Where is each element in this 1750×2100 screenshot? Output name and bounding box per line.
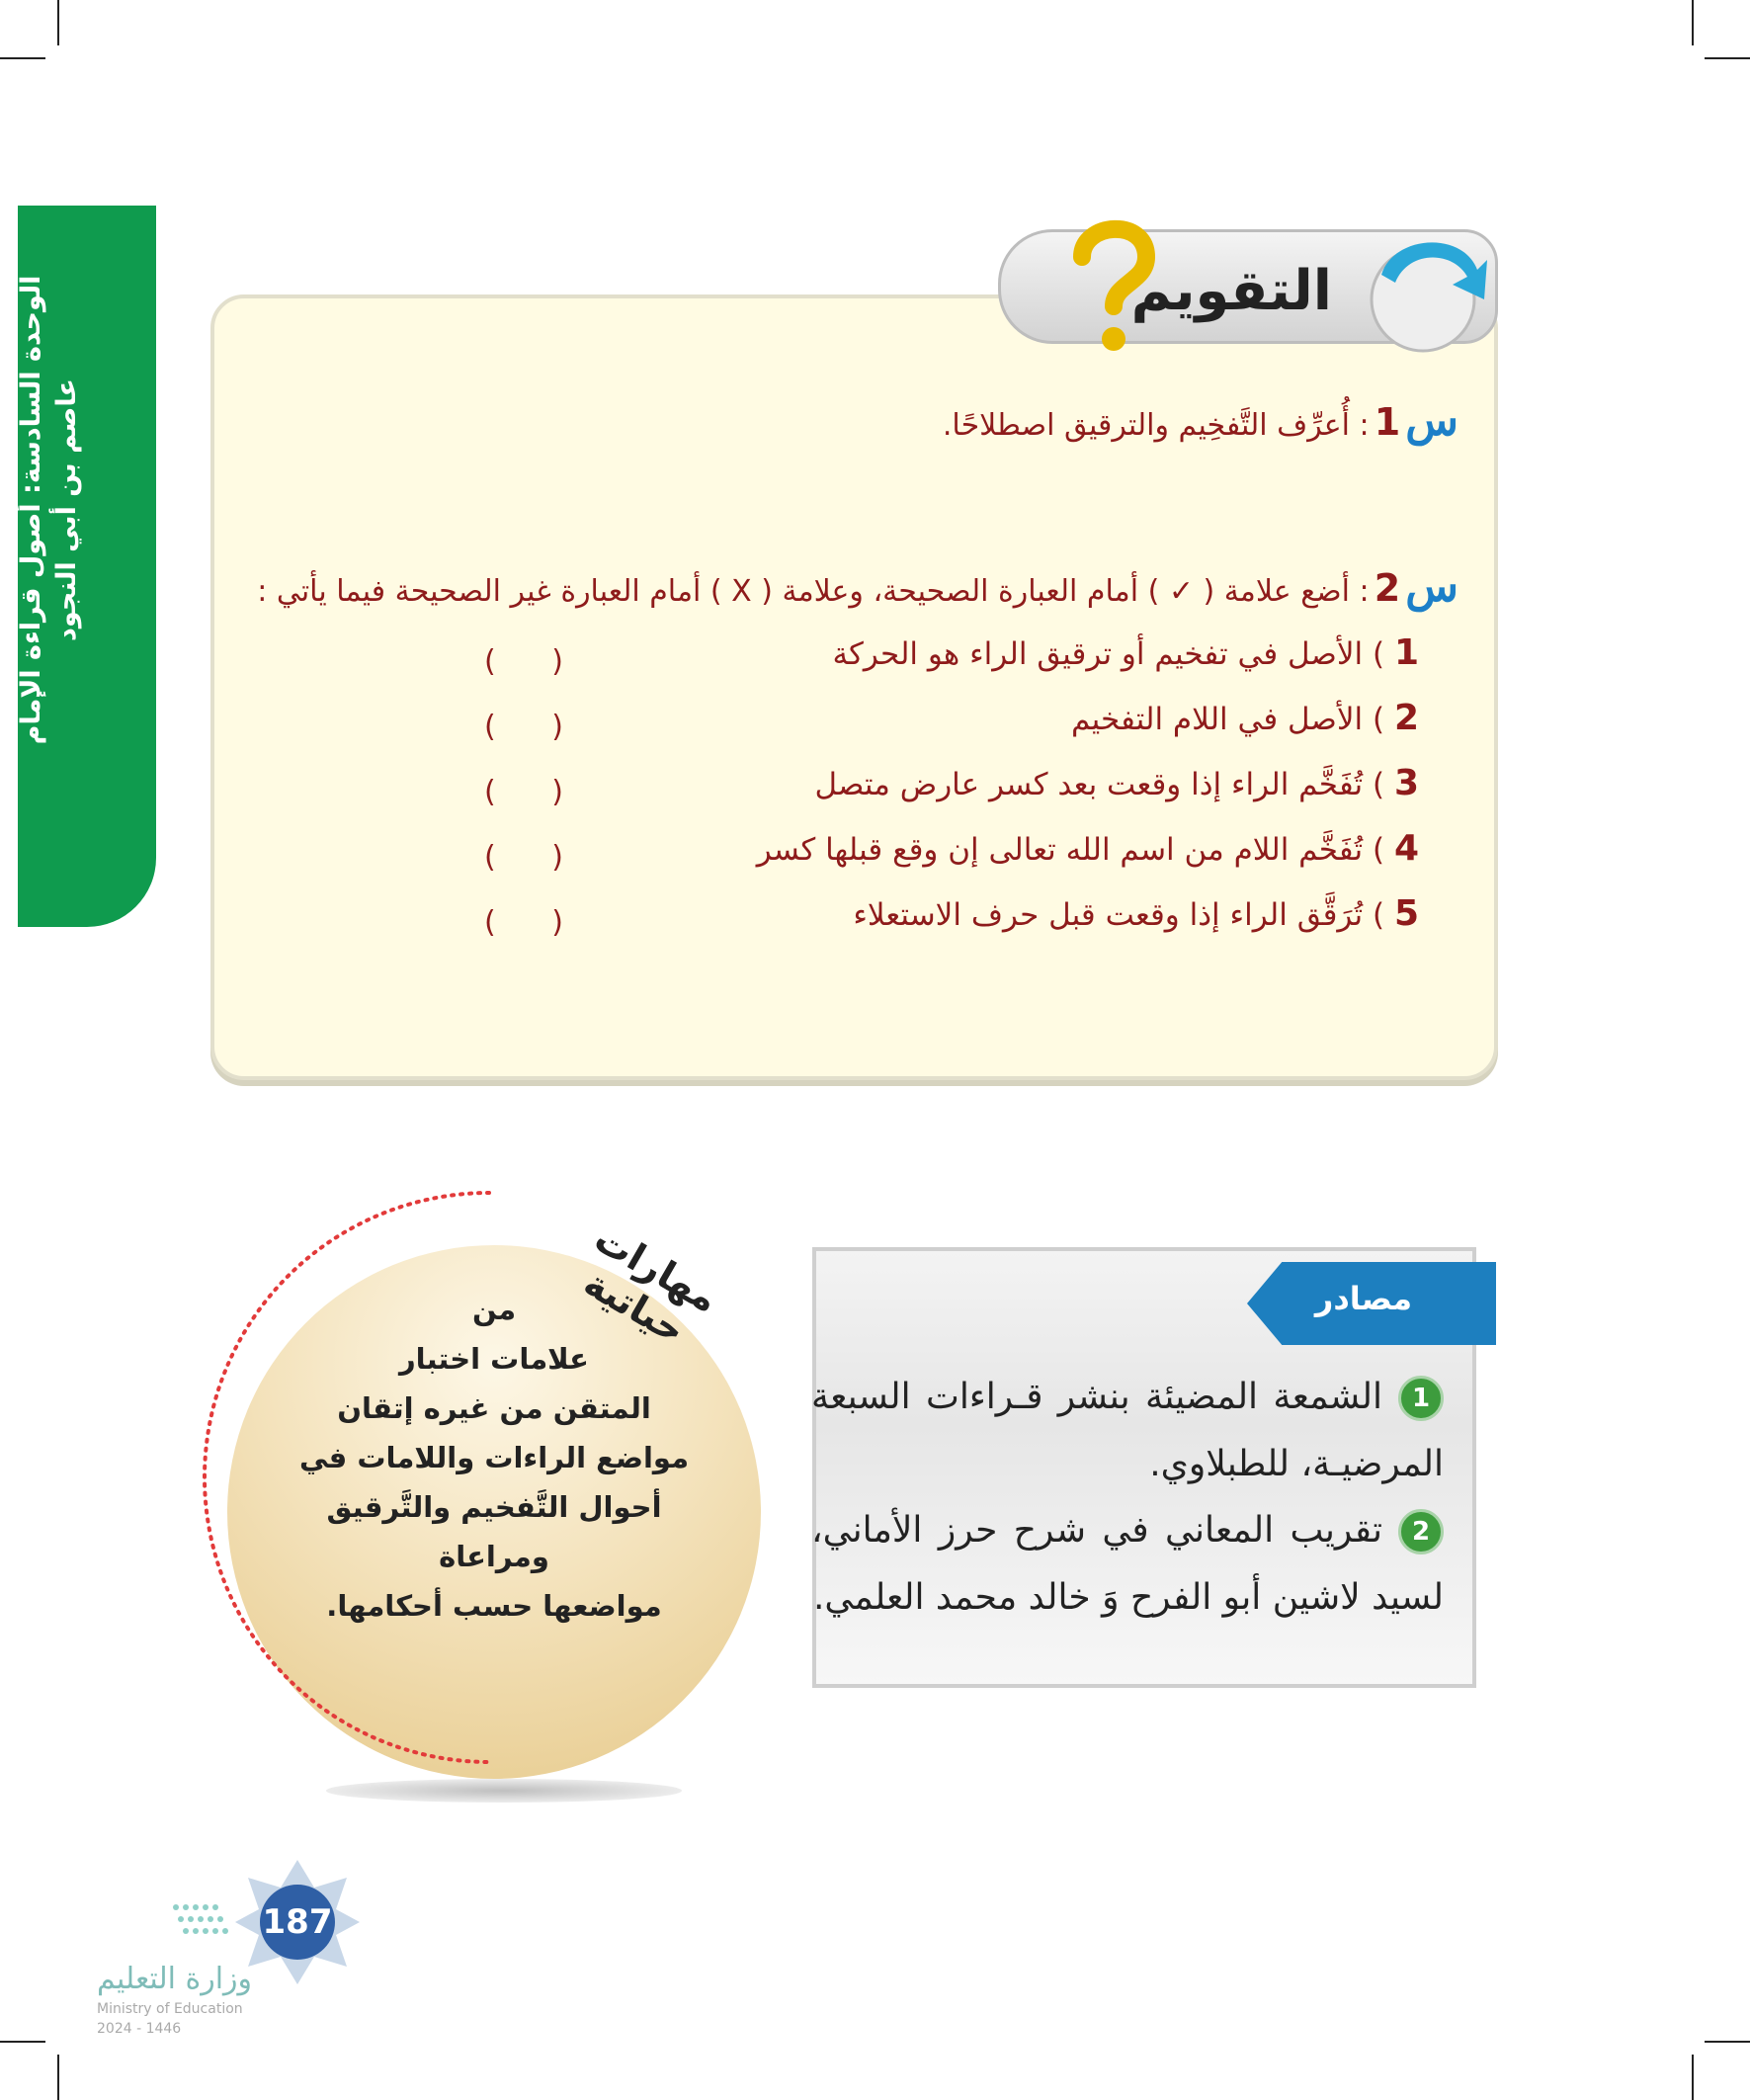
question-text: : أضع علامة ( ✓ ) أمام العبارة الصحيحة، وعلامة ( X ) أمام العبارة غير الصحيحة فيما يأتي : xyxy=(257,574,1370,609)
crop-mark xyxy=(57,2055,59,2100)
answer-box[interactable]: ( ) xyxy=(484,710,563,744)
unit-title-line1: الوحدة السادسة: أصول قراءة الإمام xyxy=(16,275,46,745)
circle-shadow xyxy=(326,1779,682,1803)
sources-title: مصادر xyxy=(1314,1280,1413,1317)
crop-mark xyxy=(1692,0,1694,45)
source-number: 2 xyxy=(1398,1509,1444,1554)
edition-year: 2024 - 1446 xyxy=(97,2021,182,2037)
evaluation-title: التقويم xyxy=(1130,259,1332,323)
life-skills-title: مهارات حياتية xyxy=(576,1217,726,1353)
question-1 xyxy=(943,395,1458,446)
source-item: 2تقريب المعاني في شرح حرز الأماني، لسيد لاشين أبو الفرح وَ خالد محمد العلمي. xyxy=(811,1510,1444,1618)
question-badge: س xyxy=(1405,395,1458,446)
source-number: 1 xyxy=(1398,1376,1444,1421)
crop-mark xyxy=(1705,57,1750,59)
statement-item: 3 ) تُفَخَّم الراء إذا وقعت بعد كسر عارض متصل xyxy=(814,763,1419,803)
crop-mark xyxy=(57,0,59,45)
globe-arrow-icon xyxy=(1354,215,1492,364)
answer-box[interactable]: ( ) xyxy=(484,905,563,940)
ministry-name-english: Ministry of Education xyxy=(97,2001,243,2017)
crop-mark xyxy=(0,57,45,59)
statement-item: 5 ) تُرَقَّق الراء إذا وقعت قبل حرف الاستعلاء xyxy=(853,893,1419,934)
source-item: 1الشمعة المضيئة بنشر قـراءات السبعة المرضيـة، للطبلاوي. xyxy=(811,1377,1444,1484)
question-text: : أُعرِّف التَّفخِيم والترقيق اصطلاحًا. xyxy=(942,408,1370,443)
statement-item: 4 ) تُفَخَّم اللام من اسم الله تعالى إن وقع قبلها كسر xyxy=(756,828,1419,869)
question-2 xyxy=(257,561,1458,612)
answer-box[interactable]: ( ) xyxy=(484,644,563,679)
unit-title-line2: عاصم بن أبي النجود xyxy=(51,378,82,641)
statement-item: 1 ) الأصل في تفخيم أو ترقيق الراء هو الحركة xyxy=(832,632,1419,673)
statement-item: 2 ) الأصل في اللام التفخيم xyxy=(1070,698,1419,738)
answer-box[interactable]: ( ) xyxy=(484,775,563,809)
ministry-logo-icon xyxy=(170,1899,239,1941)
crop-mark xyxy=(1692,2055,1694,2100)
crop-mark xyxy=(1705,2041,1750,2043)
page-number: 187 xyxy=(262,1902,333,1942)
question-number: 2 xyxy=(1374,566,1401,610)
question-number: 1 xyxy=(1374,400,1401,444)
ministry-name-arabic: وزارة التعليم xyxy=(97,1962,253,1996)
answer-box[interactable]: ( ) xyxy=(484,840,563,875)
crop-mark xyxy=(0,2041,45,2043)
life-skills-text: من علامات اختبار المتقن من غيره إتقان مواضع الراءات واللامات في أحوال التَّفخيم والتَّرقيق ومراعاة مواضعها حسب أحكامها. xyxy=(298,1293,690,1623)
unit-title xyxy=(14,253,85,767)
question-badge: س xyxy=(1405,561,1458,612)
